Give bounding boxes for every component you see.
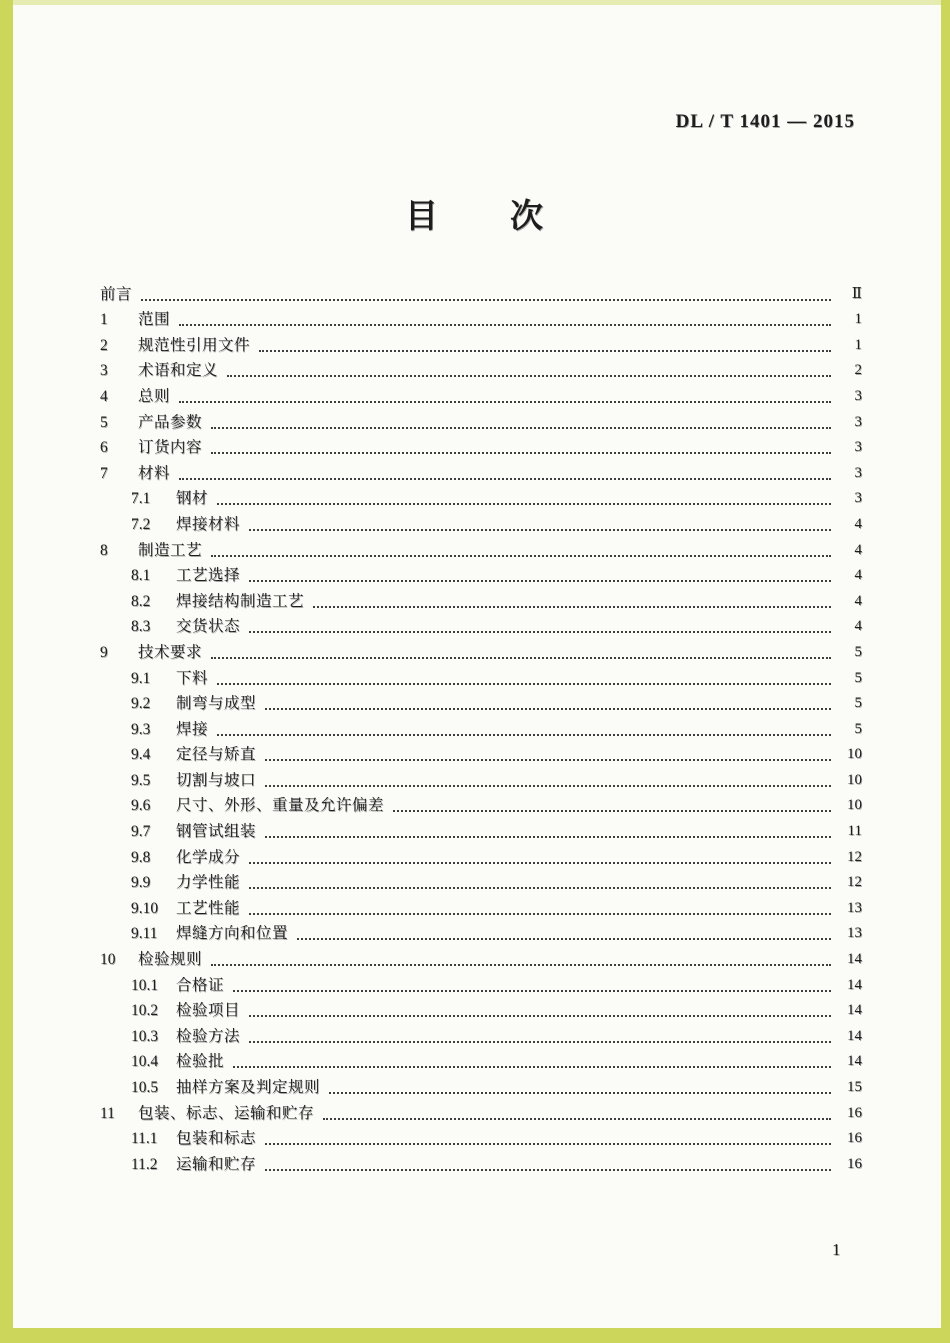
toc-dot-leader: [265, 1169, 831, 1171]
toc-entry-number: 9.10: [131, 899, 159, 917]
toc-entry-title: 检验批: [176, 1053, 225, 1071]
toc-row: [100, 970, 862, 996]
toc-page-number: 4: [854, 618, 862, 635]
toc-dot-leader: [265, 1143, 831, 1145]
toc-entry-title: 前言: [100, 285, 133, 303]
toc-page-number: 3: [854, 439, 862, 456]
toc-dot-leader: [323, 1118, 831, 1120]
toc-entry-title: 制弯与成型: [176, 695, 257, 713]
toc-row: [100, 893, 862, 919]
toc-entry-title: 下料: [176, 669, 209, 687]
toc-entry-title: 交货状态: [176, 618, 241, 636]
toc-entry-title: 产品参数: [138, 413, 203, 431]
page-title: 目 次: [405, 199, 545, 235]
toc-row: [100, 305, 862, 331]
toc-row: [100, 765, 862, 791]
toc-page-number: 4: [854, 515, 862, 532]
toc-dot-leader: [265, 708, 831, 710]
toc-entry-title: 定径与矫直: [176, 746, 257, 764]
toc-entry-number: 9.2: [131, 695, 151, 713]
toc-entry-number: 9.7: [131, 823, 151, 841]
toc-entry-title: 规范性引用文件: [138, 336, 251, 354]
toc-row: [100, 356, 862, 382]
toc-row: [100, 1124, 862, 1150]
toc-page-number: 5: [854, 669, 862, 686]
toc-dot-leader: [329, 1092, 831, 1094]
toc-page-number: 12: [847, 848, 862, 865]
toc-page-number: 16: [847, 1104, 862, 1121]
toc-dot-leader: [297, 938, 831, 940]
toc-entry-title: 技术要求: [138, 643, 203, 661]
toc-entry-number: 9.5: [131, 771, 151, 789]
toc-dot-leader: [249, 862, 831, 864]
toc-page-number: 11: [847, 823, 862, 840]
toc-page-number: 4: [854, 567, 862, 584]
toc-entry-title: 检验项目: [176, 1002, 241, 1020]
toc-entry-number: 10.1: [131, 976, 159, 994]
toc-row: [100, 612, 862, 638]
toc-page-number: 3: [854, 490, 862, 507]
toc-page-number: 5: [854, 643, 862, 660]
toc-entry-number: 9: [100, 643, 108, 661]
toc-row: [100, 586, 862, 612]
toc-dot-leader: [211, 427, 831, 429]
toc-list: [100, 279, 862, 1175]
toc-row: [100, 842, 862, 868]
toc-row: [100, 637, 862, 663]
toc-page-number: 3: [854, 464, 862, 481]
toc-dot-leader: [249, 529, 831, 531]
toc-entry-number: 2: [100, 336, 108, 354]
toc-entry-number: 10.5: [131, 1079, 159, 1096]
toc-page-number: 2: [854, 362, 862, 379]
toc-row: [100, 458, 862, 484]
toc-dot-leader: [249, 1015, 831, 1017]
toc-entry-number: 4: [100, 387, 108, 405]
toc-page-number: 14: [847, 976, 862, 993]
toc-entry-number: 6: [100, 439, 108, 457]
toc-row: [100, 1098, 862, 1124]
toc-entry-number: 5: [100, 413, 108, 431]
toc-entry-title: 材料: [138, 464, 171, 482]
toc-dot-leader: [211, 452, 831, 454]
toc-row: [100, 868, 862, 894]
toc-row: [100, 535, 862, 561]
toc-dot-leader: [227, 375, 831, 377]
toc-page-number: 16: [847, 1155, 862, 1172]
toc-entry-title: 总则: [138, 387, 171, 405]
toc-dot-leader: [211, 657, 831, 659]
toc-entry-number: 8.1: [131, 567, 151, 585]
toc-row: [100, 1047, 862, 1073]
toc-row: [100, 381, 862, 407]
toc-entry-number: 7.2: [131, 515, 151, 533]
toc-page-number: 10: [847, 771, 862, 788]
toc-entry-title: 工艺性能: [176, 899, 241, 917]
toc-page-number: 14: [847, 1027, 862, 1044]
toc-dot-leader: [249, 887, 831, 889]
toc-dot-leader: [211, 964, 831, 966]
footer-page-number: 1: [832, 1240, 841, 1259]
toc-page-number: 3: [854, 387, 862, 404]
toc-entry-title: 术语和定义: [138, 362, 219, 380]
toc-entry-number: 11: [100, 1104, 115, 1122]
toc-dot-leader: [217, 734, 831, 736]
toc-dot-leader: [249, 631, 831, 633]
toc-entry-number: 9.1: [131, 669, 151, 687]
toc-page-number: 10: [847, 797, 862, 814]
toc-entry-title: 钢材: [176, 490, 209, 508]
toc-entry-title: 合格证: [176, 976, 225, 994]
toc-row: [100, 714, 862, 740]
toc-page-number: 14: [847, 1002, 862, 1019]
toc-entry-number: 10: [100, 951, 116, 969]
toc-dot-leader: [249, 913, 831, 915]
scan-edge-top: [0, 0, 950, 5]
toc-entry-number: 10.2: [131, 1002, 159, 1020]
toc-entry-number: 7.1: [131, 490, 151, 508]
toc-row: [100, 816, 862, 842]
toc-entry-title: 制造工艺: [138, 541, 203, 559]
toc-entry-title: 力学性能: [176, 874, 241, 892]
toc-row: [100, 1021, 862, 1047]
toc-entry-title: 钢管试组装: [176, 823, 257, 841]
toc-row: [100, 919, 862, 945]
toc-row: [100, 484, 862, 510]
toc-row: [100, 509, 862, 535]
toc-entry-title: 焊接结构制造工艺: [176, 592, 305, 610]
toc-entry-number: 7: [100, 464, 108, 482]
toc-dot-leader: [313, 606, 831, 608]
toc-entry-title: 包装、标志、运输和贮存: [138, 1104, 315, 1122]
toc-entry-number: 11.1: [131, 1130, 158, 1148]
toc-page-number: 3: [854, 413, 862, 430]
toc-page-number: 12: [847, 874, 862, 891]
toc-page-number: 16: [847, 1130, 862, 1147]
toc-entry-number: 9.3: [131, 720, 151, 738]
toc-entry-number: 10.3: [131, 1027, 159, 1045]
toc-row: [100, 663, 862, 689]
toc-row: [100, 561, 862, 587]
toc-entry-title: 化学成分: [176, 848, 241, 866]
toc-entry-title: 焊接: [176, 720, 209, 738]
toc-dot-leader: [179, 478, 831, 480]
toc-row: [100, 1072, 862, 1098]
toc-page-number: 5: [854, 720, 862, 737]
toc-page-number: 4: [854, 592, 862, 609]
toc-entry-title: 尺寸、外形、重量及允许偏差: [176, 797, 385, 815]
toc-entry-number: 8.2: [131, 592, 151, 610]
toc-entry-number: 11.2: [131, 1155, 158, 1173]
toc-dot-leader: [217, 683, 831, 685]
toc-dot-leader: [259, 350, 831, 352]
toc-entry-title: 范围: [138, 311, 171, 329]
toc-entry-number: 8.3: [131, 618, 151, 636]
toc-page-number: Ⅱ: [851, 285, 862, 302]
toc-entry-title: 订货内容: [138, 439, 203, 457]
toc-entry-number: 8: [100, 541, 108, 559]
standard-number-header: DL / T 1401 — 2015: [675, 111, 855, 132]
toc-page-number: 14: [847, 1053, 862, 1070]
toc-dot-leader: [233, 990, 831, 992]
toc-page-number: 5: [854, 695, 862, 712]
toc-entry-title: 焊接材料: [176, 515, 241, 533]
toc-page-number: 14: [847, 951, 862, 968]
toc-entry-number: 9.8: [131, 848, 151, 866]
toc-dot-leader: [179, 401, 831, 403]
toc-entry-title: 焊缝方向和位置: [176, 925, 289, 943]
toc-row: [100, 740, 862, 766]
toc-dot-leader: [233, 1066, 831, 1068]
toc-row: [100, 689, 862, 715]
toc-page-number: 1: [854, 336, 862, 353]
toc-row: [100, 944, 862, 970]
toc-entry-number: 9.6: [131, 797, 151, 815]
toc-dot-leader: [265, 785, 831, 787]
toc-row: [100, 433, 862, 459]
toc-page-number: 13: [847, 925, 862, 942]
toc-dot-leader: [265, 836, 831, 838]
scan-edge-bottom: [0, 1328, 950, 1343]
toc-entry-title: 抽样方案及判定规则: [176, 1079, 321, 1096]
toc-dot-leader: [211, 555, 831, 557]
toc-dot-leader: [265, 759, 831, 761]
toc-dot-leader: [249, 1041, 831, 1043]
toc-entry-title: 检验规则: [138, 951, 203, 969]
toc-page-number: 1: [854, 311, 862, 328]
toc-dot-leader: [141, 299, 831, 301]
toc-entry-number: 9.9: [131, 874, 151, 892]
toc-page-number: 4: [854, 541, 862, 558]
toc-entry-number: 9.11: [131, 925, 158, 943]
toc-row: [100, 1149, 862, 1175]
toc-page-number: 10: [847, 746, 862, 763]
toc-row: [100, 996, 862, 1022]
toc-page-number: 13: [847, 899, 862, 916]
toc-entry-title: 切割与坡口: [176, 771, 257, 789]
toc-dot-leader: [249, 580, 831, 582]
toc-entry-title: 运输和贮存: [176, 1155, 257, 1173]
toc-dot-leader: [179, 324, 831, 326]
toc-entry-number: 3: [100, 362, 108, 380]
toc-row: [100, 279, 862, 305]
toc-entry-number: 9.4: [131, 746, 151, 764]
toc-entry-title: 包装和标志: [176, 1130, 257, 1148]
toc-row: [100, 407, 862, 433]
toc-dot-leader: [217, 503, 831, 505]
toc-entry-title: 工艺选择: [176, 567, 241, 585]
toc-dot-leader: [393, 810, 831, 812]
toc-entry-number: 1: [100, 311, 108, 329]
toc-page-number: 15: [847, 1079, 862, 1095]
toc-row: [100, 330, 862, 356]
toc-row: [100, 791, 862, 817]
toc-entry-number: 10.4: [131, 1053, 159, 1071]
toc-entry-title: 检验方法: [176, 1027, 241, 1045]
